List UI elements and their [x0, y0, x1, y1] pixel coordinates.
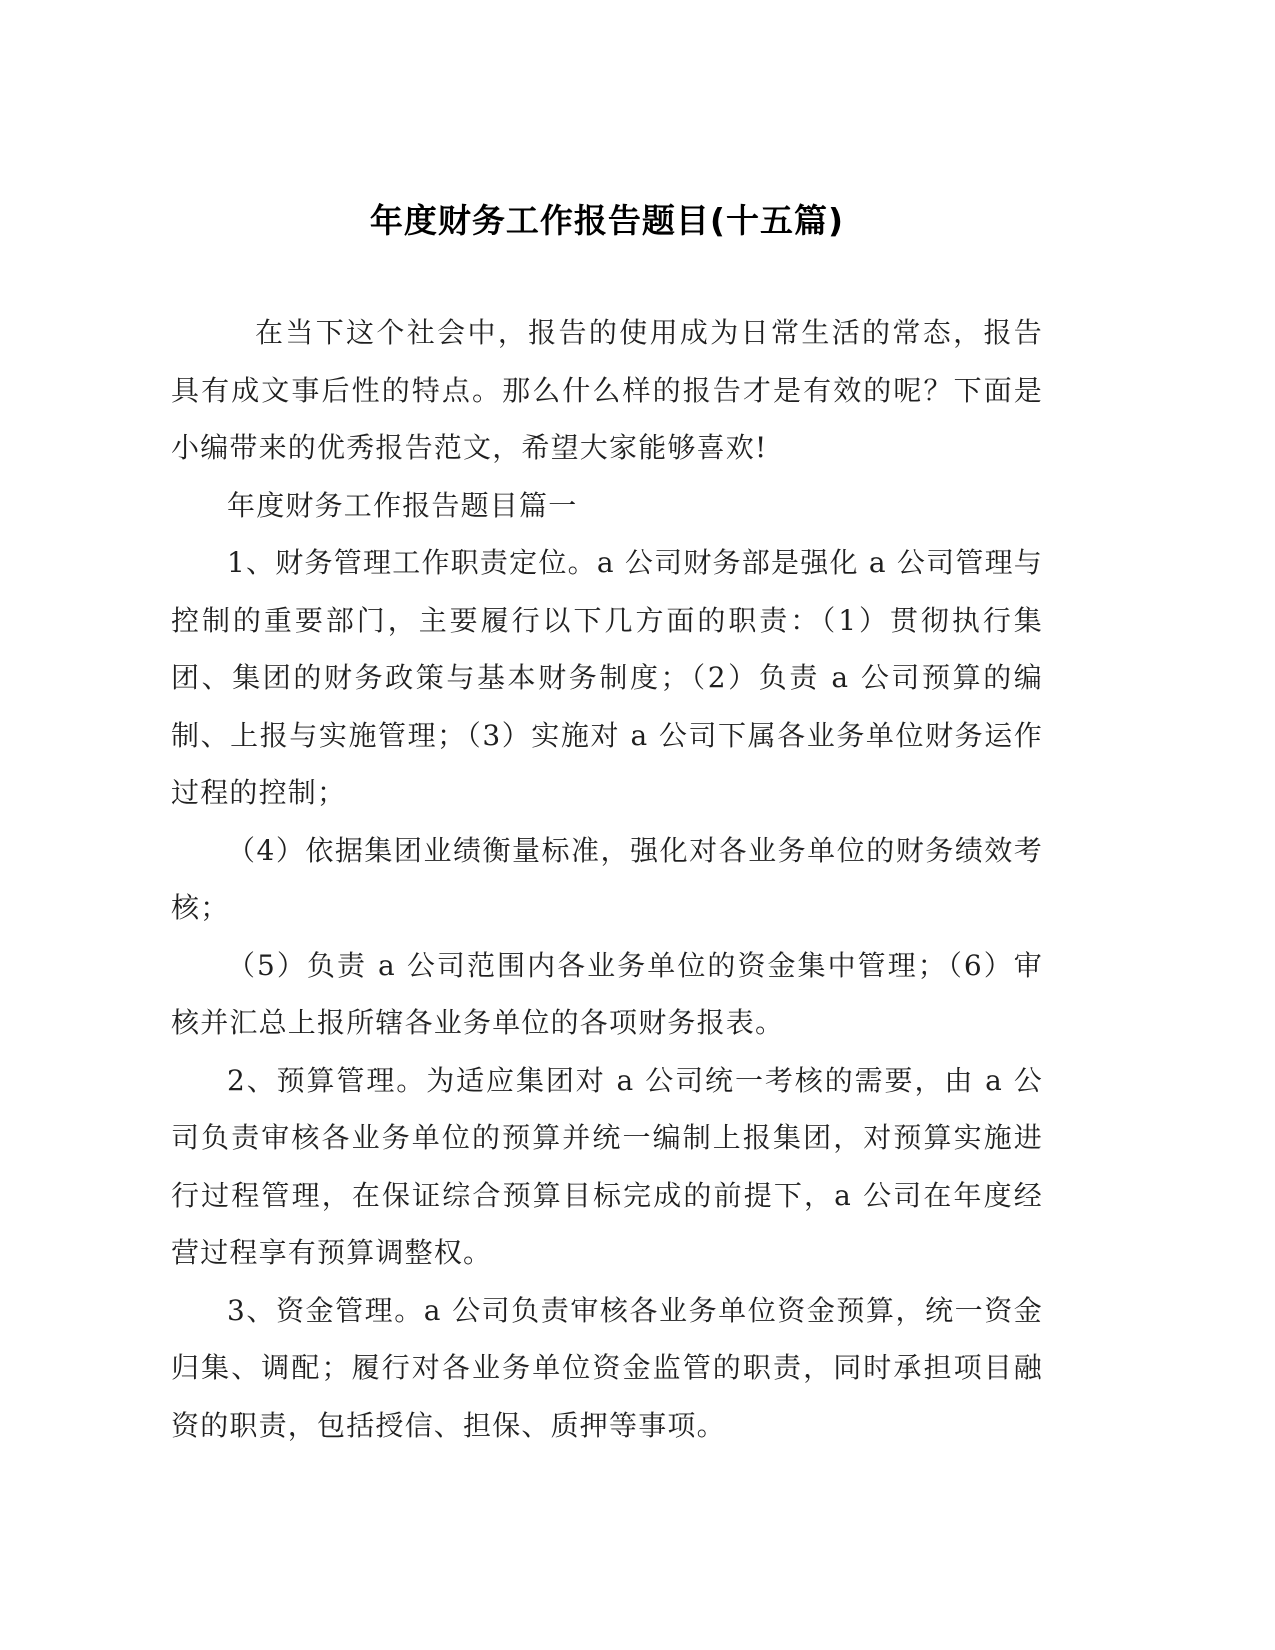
paragraph-item-1: 1、财务管理工作职责定位。a 公司财务部是强化 a 公司管理与控制的重要部门，主要履行以下几方面的职责：（1）贯彻执行集团、集团的财务政策与基本财务制度；（2）负责 a 公司预算的编制、上报与实施管理；（3）实施对 a 公司下属各业务单位财务运作过程的控制； — [171, 546, 1043, 809]
paragraph-intro: 在当下这个社会中，报告的使用成为日常生活的常态，报告具有成文事后性的特点。那么什么样的报告才是有效的呢？下面是小编带来的优秀报告范文，希望大家能够喜欢! — [171, 316, 1043, 464]
paragraph-item-2: 2、预算管理。为适应集团对 a 公司统一考核的需要，由 a 公司负责审核各业务单位的预算并统一编制上报集团，对预算实施进行过程管理，在保证综合预算目标完成的前提下，a 公司在年度经营过程享有预算调整权。 — [171, 1063, 1043, 1269]
document-body — [171, 304, 1043, 1454]
paragraph-item-1-point-5-6: （5）负责 a 公司范围内各业务单位的资金集中管理；（6）审核并汇总上报所辖各业务单位的各项财务报表。 — [171, 948, 1043, 1039]
paragraph-item-3: 3、资金管理。a 公司负责审核各业务单位资金预算，统一资金归集、调配；履行对各业务单位资金监管的职责，同时承担项目融资的职责，包括授信、担保、质押等事项。 — [171, 1293, 1043, 1442]
paragraph-section-heading: 年度财务工作报告题目篇一 — [227, 488, 578, 522]
paragraph-item-1-point-4: （4）依据集团业绩衡量标准，强化对各业务单位的财务绩效考核； — [171, 833, 1043, 924]
document-title: 年度财务工作报告题目(十五篇) — [369, 201, 845, 240]
